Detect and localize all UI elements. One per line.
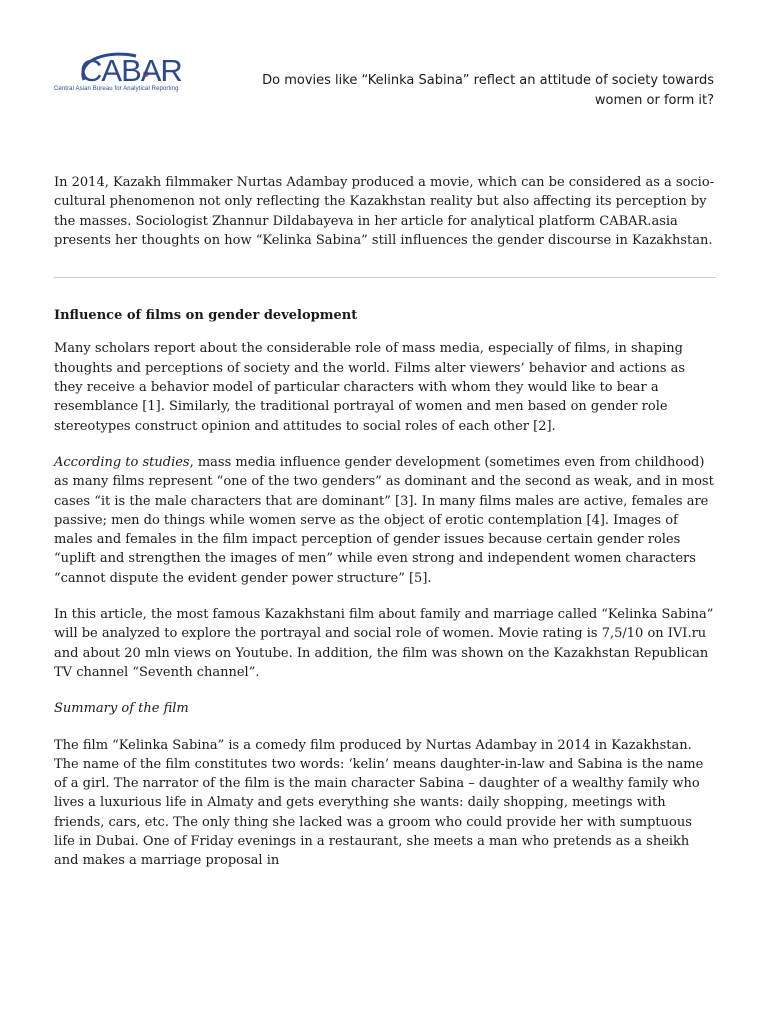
paragraph: The film “Kelinka Sabina” is a comedy film produced by Nurtas Adambay in 2014 in Kazakhstan. The name of the film constitutes two words: ‘kelin’ means daughter-in-law and Sabina is the name of a girl. The narrator of the film is the main character Sabina – daughter of a wealthy family who lives a luxurious life in Almaty and gets everything she wants: daily shopping, meetings with friends, cars, etc. The only thing she lacked was a groom who could provide her with sumptuous life in Dubai. One of Friday evenings in a restaurant, she meets a man who pretends as a sheikh and makes a marriage proposal in [54, 737, 704, 869]
paragraph-text: , mass media influence gender development (sometimes even from childhood) as many films represent “one of the two genders” as dominant and the second as weak, and in most cases “it is the male characters that are dominant” [3]. In many films males are active, females are passive; men do things while women serve as the object of erotic contemplation [4]. Images of males and females in the film impact perception of gender issues because certain gender roles “uplift and strengthen the images of men” while even strong and independent women characters “cannot dispute the evident gender power structure” [5]. [54, 454, 714, 586]
document-header-title: Do movies like “Kelinka Sabina” reflect an attitude of society towards women or form it? [262, 73, 714, 108]
logo-subtitle: Central Asian Bureau for Analytical Reporting [54, 86, 179, 92]
paragraph [54, 453, 716, 588]
logo-wordmark: CABAR [80, 53, 182, 88]
intro-paragraph: In 2014, Kazakh filmmaker Nurtas Adambay produced a movie, which can be considered as a socio-cultural phenomenon not only reflecting the Kazakhstan reality but also affecting its perception by the masses. Sociologist Zhannur Dildabayeva in her article for analytical platform CABAR.asia presents her thoughts on how “Kelinka Sabina” still influences the gender discourse in Kazakhstan. [54, 175, 715, 248]
section-heading: Influence of films on gender development [54, 308, 358, 324]
article-body [54, 173, 716, 888]
italic-phrase: According to studies [54, 454, 190, 470]
section-divider [54, 277, 716, 278]
subsection-heading: Summary of the film [54, 701, 189, 717]
paragraph: Many scholars report about the considerable role of mass media, especially of films, in shaping thoughts and perceptions of society and the world. Films alter viewers’ behavior and actions as they receive a behavior model of particular characters with whom they would like to bear a resemblance [1]. Similarly, the traditional portrayal of women and men based on gender role stereotypes construct opinion and attitudes to social roles of each other [2]. [54, 341, 686, 434]
cabar-logo [54, 50, 194, 98]
paragraph: In this article, the most famous Kazakhstani film about family and marriage called “Kelinka Sabina” will be analyzed to explore the portrayal and social role of women. Movie rating is 7,5/10 on IVI.ru and about 20 mln views on Youtube. In addition, the film was shown on the Kazakhstan Republican TV channel “Seventh channel”. [54, 607, 714, 680]
